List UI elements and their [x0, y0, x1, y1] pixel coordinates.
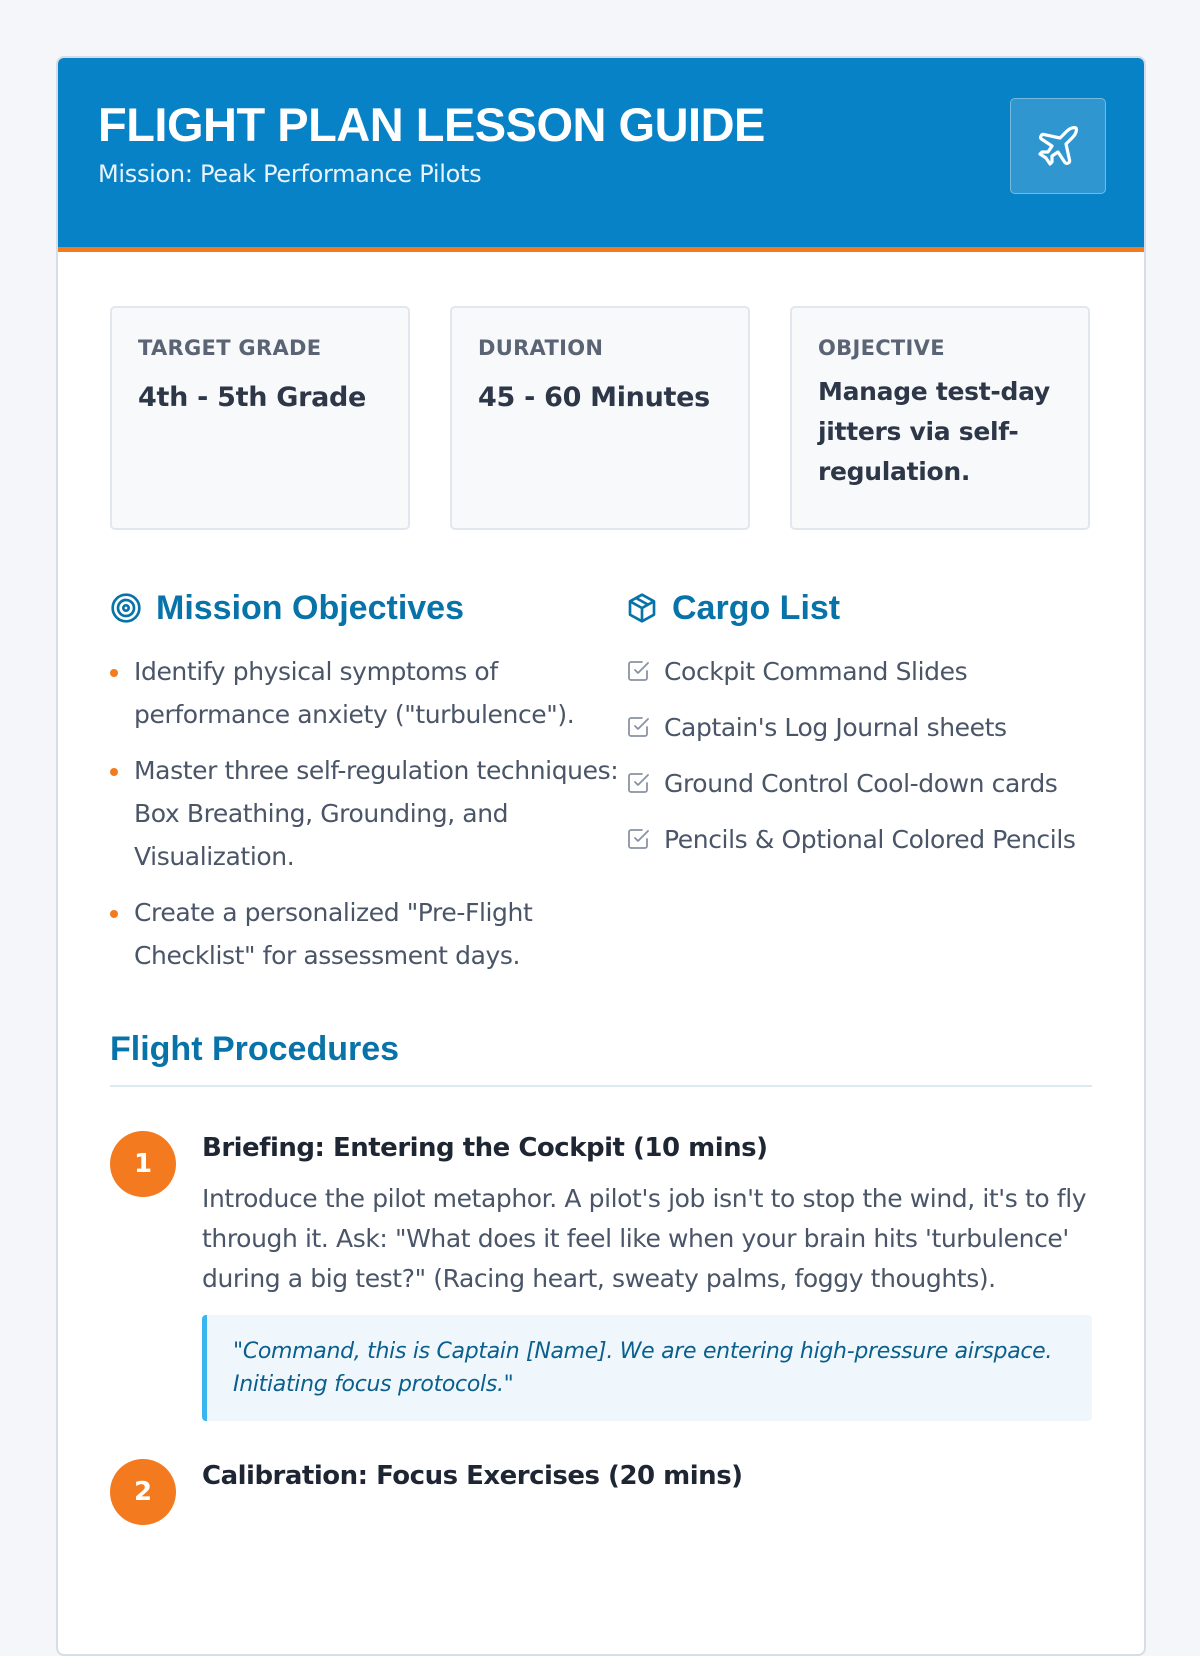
- stats-row: [110, 306, 1092, 530]
- stat-value: Manage test-day jitters via self-regulation.: [818, 377, 1050, 486]
- list-item-label: Ground Control Cool-down cards: [664, 769, 1058, 798]
- checkbox-icon: [626, 715, 650, 739]
- package-icon: [626, 592, 658, 624]
- content-body: [58, 252, 1144, 1507]
- section-heading: [626, 586, 1092, 630]
- step-title: Calibration: Focus Exercises (20 mins): [202, 1461, 743, 1491]
- lesson-guide-card: [56, 56, 1146, 1656]
- header-banner: [58, 58, 1144, 252]
- list-item: Create a personalized "Pre-Flight Checklist" for assessment days.: [110, 891, 626, 977]
- list-item-label: Captain's Log Journal sheets: [664, 713, 1007, 742]
- step-number-badge: 1: [110, 1131, 176, 1197]
- airplane-button[interactable]: [1010, 98, 1106, 194]
- cargo-list: [626, 650, 1092, 861]
- stat-value: 4th - 5th Grade: [138, 382, 367, 413]
- stat-card-duration: [450, 306, 750, 530]
- section-heading-label: Cargo List: [672, 588, 841, 627]
- list-item: [626, 762, 1092, 805]
- list-item: [626, 706, 1092, 749]
- script-quote: "Command, this is Captain [Name]. We are entering high-pressure airspace. Initiating focus protocols.": [202, 1315, 1092, 1421]
- airplane-icon: [1034, 122, 1082, 170]
- step-description: Introduce the pilot metaphor. A pilot's job isn't to stop the wind, it's to fly through it. Ask: "What does it feel like when your brain hits 'turbulence' during a big test?" (Racing heart, sweaty palms, foggy thoughts).: [202, 1184, 1087, 1293]
- stat-label: TARGET GRADE: [138, 336, 322, 360]
- mission-objectives-section: [110, 586, 626, 990]
- list-item-label: Cockpit Command Slides: [664, 657, 968, 686]
- list-item: [626, 650, 1092, 693]
- cargo-list-section: [626, 586, 1092, 990]
- list-item: Identify physical symptoms of performance anxiety ("turbulence").: [110, 650, 626, 736]
- objectives-list: [110, 650, 626, 977]
- target-icon: [110, 592, 142, 624]
- page-title: FLIGHT PLAN LESSON GUIDE: [98, 98, 765, 151]
- checkbox-icon: [626, 827, 650, 851]
- objectives-cargo-row: [110, 586, 1092, 990]
- stat-label: DURATION: [478, 336, 604, 360]
- procedure-step-2: [110, 1459, 1092, 1507]
- page-subtitle: Mission: Peak Performance Pilots: [98, 160, 482, 188]
- stat-label: OBJECTIVE: [818, 336, 945, 360]
- procedure-step-1: [110, 1131, 1092, 1421]
- list-item-label: Pencils & Optional Colored Pencils: [664, 825, 1076, 854]
- list-item: [626, 818, 1092, 861]
- list-item: Master three self-regulation techniques: Box Breathing, Grounding, and Visualization.: [110, 749, 626, 878]
- section-heading: [110, 586, 626, 630]
- section-heading-label: Mission Objectives: [156, 588, 464, 627]
- checkbox-icon: [626, 771, 650, 795]
- stat-card-target-grade: [110, 306, 410, 530]
- stat-card-objective: [790, 306, 1090, 530]
- step-number-badge: 2: [110, 1459, 176, 1525]
- checkbox-icon: [626, 659, 650, 683]
- step-title: Briefing: Entering the Cockpit (10 mins): [202, 1133, 768, 1163]
- flight-procedures-heading: Flight Procedures: [110, 1030, 1092, 1087]
- stat-value: 45 - 60 Minutes: [478, 382, 710, 413]
